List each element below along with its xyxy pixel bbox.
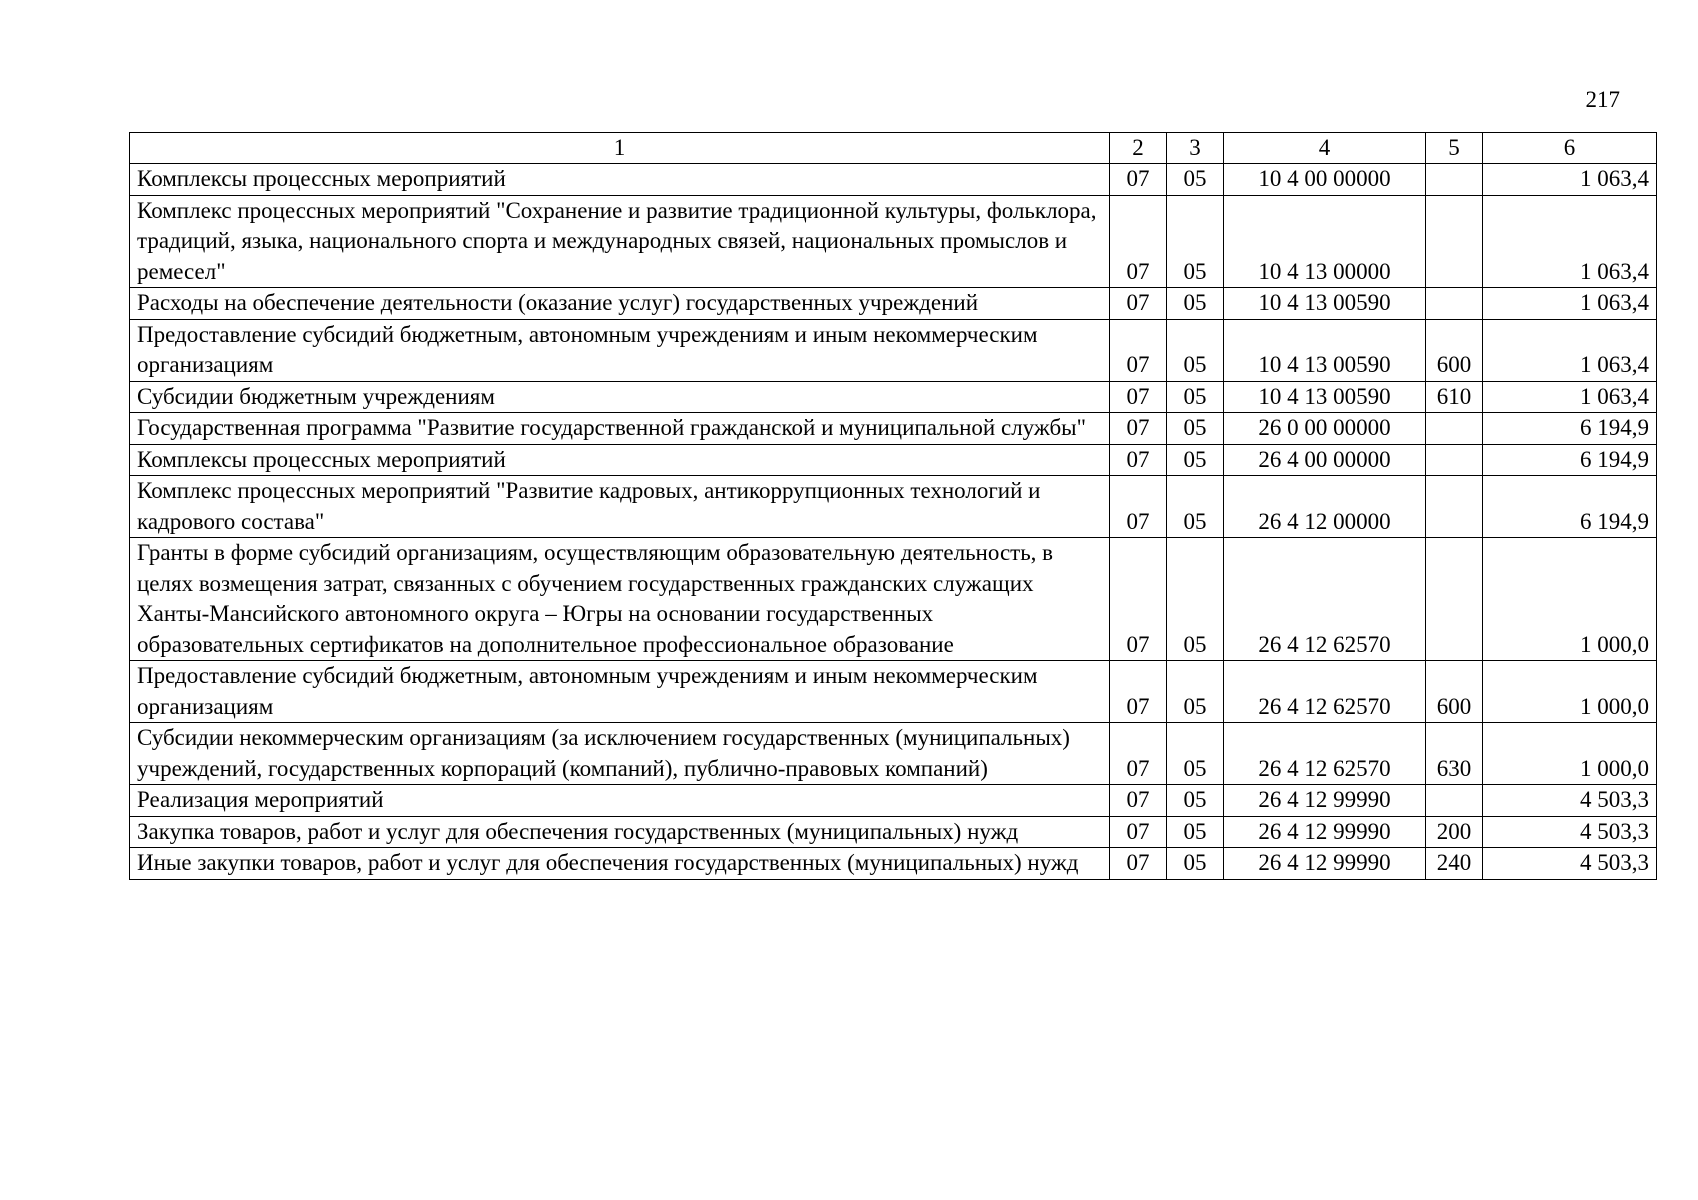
row-target-code-cell: 26 4 12 62570	[1224, 723, 1426, 785]
row-name-cell: Комплексы процессных мероприятий	[130, 444, 1110, 476]
row-target-code-cell: 10 4 13 00590	[1224, 288, 1426, 320]
row-subsection-cell: 05	[1167, 785, 1224, 817]
row-subsection-cell: 05	[1167, 319, 1224, 381]
row-expense-type-cell: 600	[1426, 661, 1483, 723]
row-amount-cell: 1 063,4	[1483, 164, 1657, 196]
row-subsection-cell: 05	[1167, 723, 1224, 785]
row-target-code-cell: 26 4 12 62570	[1224, 661, 1426, 723]
page-number: 217	[1585, 87, 1620, 112]
row-section-cell: 07	[1110, 413, 1167, 445]
row-subsection-cell: 05	[1167, 816, 1224, 848]
row-section-cell: 07	[1110, 164, 1167, 196]
row-expense-type-cell	[1426, 785, 1483, 817]
row-name-cell: Гранты в форме субсидий организациям, осуществляющим образовательную деятельность, в целях возмещения затрат, связанных с обучением государственных гражданских служащих Ханты-Мансийского автономного округа – Югры на основании государственных образовательных сертификатов на дополнительное профессиональное образование	[130, 538, 1110, 661]
row-section-cell: 07	[1110, 661, 1167, 723]
row-name-cell: Субсидии некоммерческим организациям (за исключением государственных (муниципальных) учреждений, государственных корпораций (компаний), публично-правовых компаний)	[130, 723, 1110, 785]
header-col-4: 4	[1224, 133, 1426, 164]
row-amount-cell: 6 194,9	[1483, 413, 1657, 445]
row-subsection-cell: 05	[1167, 413, 1224, 445]
row-target-code-cell: 26 4 12 62570	[1224, 538, 1426, 661]
row-section-cell: 07	[1110, 816, 1167, 848]
row-name-cell: Предоставление субсидий бюджетным, автономным учреждениям и иным некоммерческим организациям	[130, 319, 1110, 381]
row-target-code-cell: 26 0 00 00000	[1224, 413, 1426, 445]
table-row	[130, 413, 1657, 445]
row-expense-type-cell: 630	[1426, 723, 1483, 785]
row-expense-type-cell: 610	[1426, 381, 1483, 413]
table-row	[130, 723, 1657, 785]
row-amount-cell: 1 000,0	[1483, 538, 1657, 661]
budget-table	[129, 132, 1657, 880]
row-name-cell: Иные закупки товаров, работ и услуг для обеспечения государственных (муниципальных) нужд	[130, 848, 1110, 880]
row-name-cell: Государственная программа "Развитие государственной гражданской и муниципальной службы"	[130, 413, 1110, 445]
table-row	[130, 164, 1657, 196]
row-amount-cell: 1 000,0	[1483, 661, 1657, 723]
row-subsection-cell: 05	[1167, 195, 1224, 288]
row-subsection-cell: 05	[1167, 476, 1224, 538]
row-name-cell: Реализация мероприятий	[130, 785, 1110, 817]
row-expense-type-cell: 240	[1426, 848, 1483, 880]
table-row	[130, 288, 1657, 320]
row-name-cell: Расходы на обеспечение деятельности (оказание услуг) государственных учреждений	[130, 288, 1110, 320]
row-section-cell: 07	[1110, 381, 1167, 413]
row-section-cell: 07	[1110, 538, 1167, 661]
row-section-cell: 07	[1110, 785, 1167, 817]
row-amount-cell: 1 063,4	[1483, 288, 1657, 320]
row-target-code-cell: 10 4 00 00000	[1224, 164, 1426, 196]
row-amount-cell: 6 194,9	[1483, 476, 1657, 538]
row-target-code-cell: 26 4 12 00000	[1224, 476, 1426, 538]
row-amount-cell: 4 503,3	[1483, 816, 1657, 848]
table-row	[130, 319, 1657, 381]
row-target-code-cell: 10 4 13 00590	[1224, 319, 1426, 381]
table-row	[130, 661, 1657, 723]
row-name-cell: Комплексы процессных мероприятий	[130, 164, 1110, 196]
row-section-cell: 07	[1110, 848, 1167, 880]
row-amount-cell: 6 194,9	[1483, 444, 1657, 476]
row-target-code-cell: 26 4 12 99990	[1224, 816, 1426, 848]
header-col-5: 5	[1426, 133, 1483, 164]
table-row	[130, 848, 1657, 880]
row-subsection-cell: 05	[1167, 381, 1224, 413]
row-expense-type-cell	[1426, 413, 1483, 445]
table-header-row	[130, 133, 1657, 164]
table-row	[130, 538, 1657, 661]
row-name-cell: Предоставление субсидий бюджетным, автономным учреждениям и иным некоммерческим организациям	[130, 661, 1110, 723]
row-amount-cell: 4 503,3	[1483, 785, 1657, 817]
row-target-code-cell: 10 4 13 00000	[1224, 195, 1426, 288]
row-expense-type-cell	[1426, 164, 1483, 196]
table-row	[130, 476, 1657, 538]
row-subsection-cell: 05	[1167, 288, 1224, 320]
row-amount-cell: 4 503,3	[1483, 848, 1657, 880]
row-expense-type-cell	[1426, 476, 1483, 538]
table-body	[130, 164, 1657, 880]
row-target-code-cell: 26 4 00 00000	[1224, 444, 1426, 476]
table-row	[130, 195, 1657, 288]
row-target-code-cell: 10 4 13 00590	[1224, 381, 1426, 413]
row-subsection-cell: 05	[1167, 444, 1224, 476]
row-expense-type-cell: 200	[1426, 816, 1483, 848]
row-amount-cell: 1 000,0	[1483, 723, 1657, 785]
row-subsection-cell: 05	[1167, 538, 1224, 661]
table-row	[130, 816, 1657, 848]
header-col-3: 3	[1167, 133, 1224, 164]
row-expense-type-cell	[1426, 444, 1483, 476]
row-expense-type-cell	[1426, 195, 1483, 288]
row-expense-type-cell	[1426, 288, 1483, 320]
row-name-cell: Закупка товаров, работ и услуг для обеспечения государственных (муниципальных) нужд	[130, 816, 1110, 848]
row-section-cell: 07	[1110, 723, 1167, 785]
row-subsection-cell: 05	[1167, 661, 1224, 723]
table-row	[130, 381, 1657, 413]
header-col-1: 1	[130, 133, 1110, 164]
row-section-cell: 07	[1110, 195, 1167, 288]
row-amount-cell: 1 063,4	[1483, 195, 1657, 288]
header-col-6: 6	[1483, 133, 1657, 164]
row-expense-type-cell	[1426, 538, 1483, 661]
row-section-cell: 07	[1110, 476, 1167, 538]
row-name-cell: Субсидии бюджетным учреждениям	[130, 381, 1110, 413]
row-target-code-cell: 26 4 12 99990	[1224, 848, 1426, 880]
row-target-code-cell: 26 4 12 99990	[1224, 785, 1426, 817]
row-amount-cell: 1 063,4	[1483, 381, 1657, 413]
row-section-cell: 07	[1110, 319, 1167, 381]
row-name-cell: Комплекс процессных мероприятий "Развитие кадровых, антикоррупционных технологий и кадрового состава"	[130, 476, 1110, 538]
row-section-cell: 07	[1110, 288, 1167, 320]
row-subsection-cell: 05	[1167, 164, 1224, 196]
row-amount-cell: 1 063,4	[1483, 319, 1657, 381]
row-name-cell: Комплекс процессных мероприятий "Сохранение и развитие традиционной культуры, фольклора, традиций, языка, национального спорта и международных связей, национальных промыслов и ремесел"	[130, 195, 1110, 288]
row-expense-type-cell: 600	[1426, 319, 1483, 381]
table-row	[130, 785, 1657, 817]
table-row	[130, 444, 1657, 476]
row-section-cell: 07	[1110, 444, 1167, 476]
row-subsection-cell: 05	[1167, 848, 1224, 880]
header-col-2: 2	[1110, 133, 1167, 164]
